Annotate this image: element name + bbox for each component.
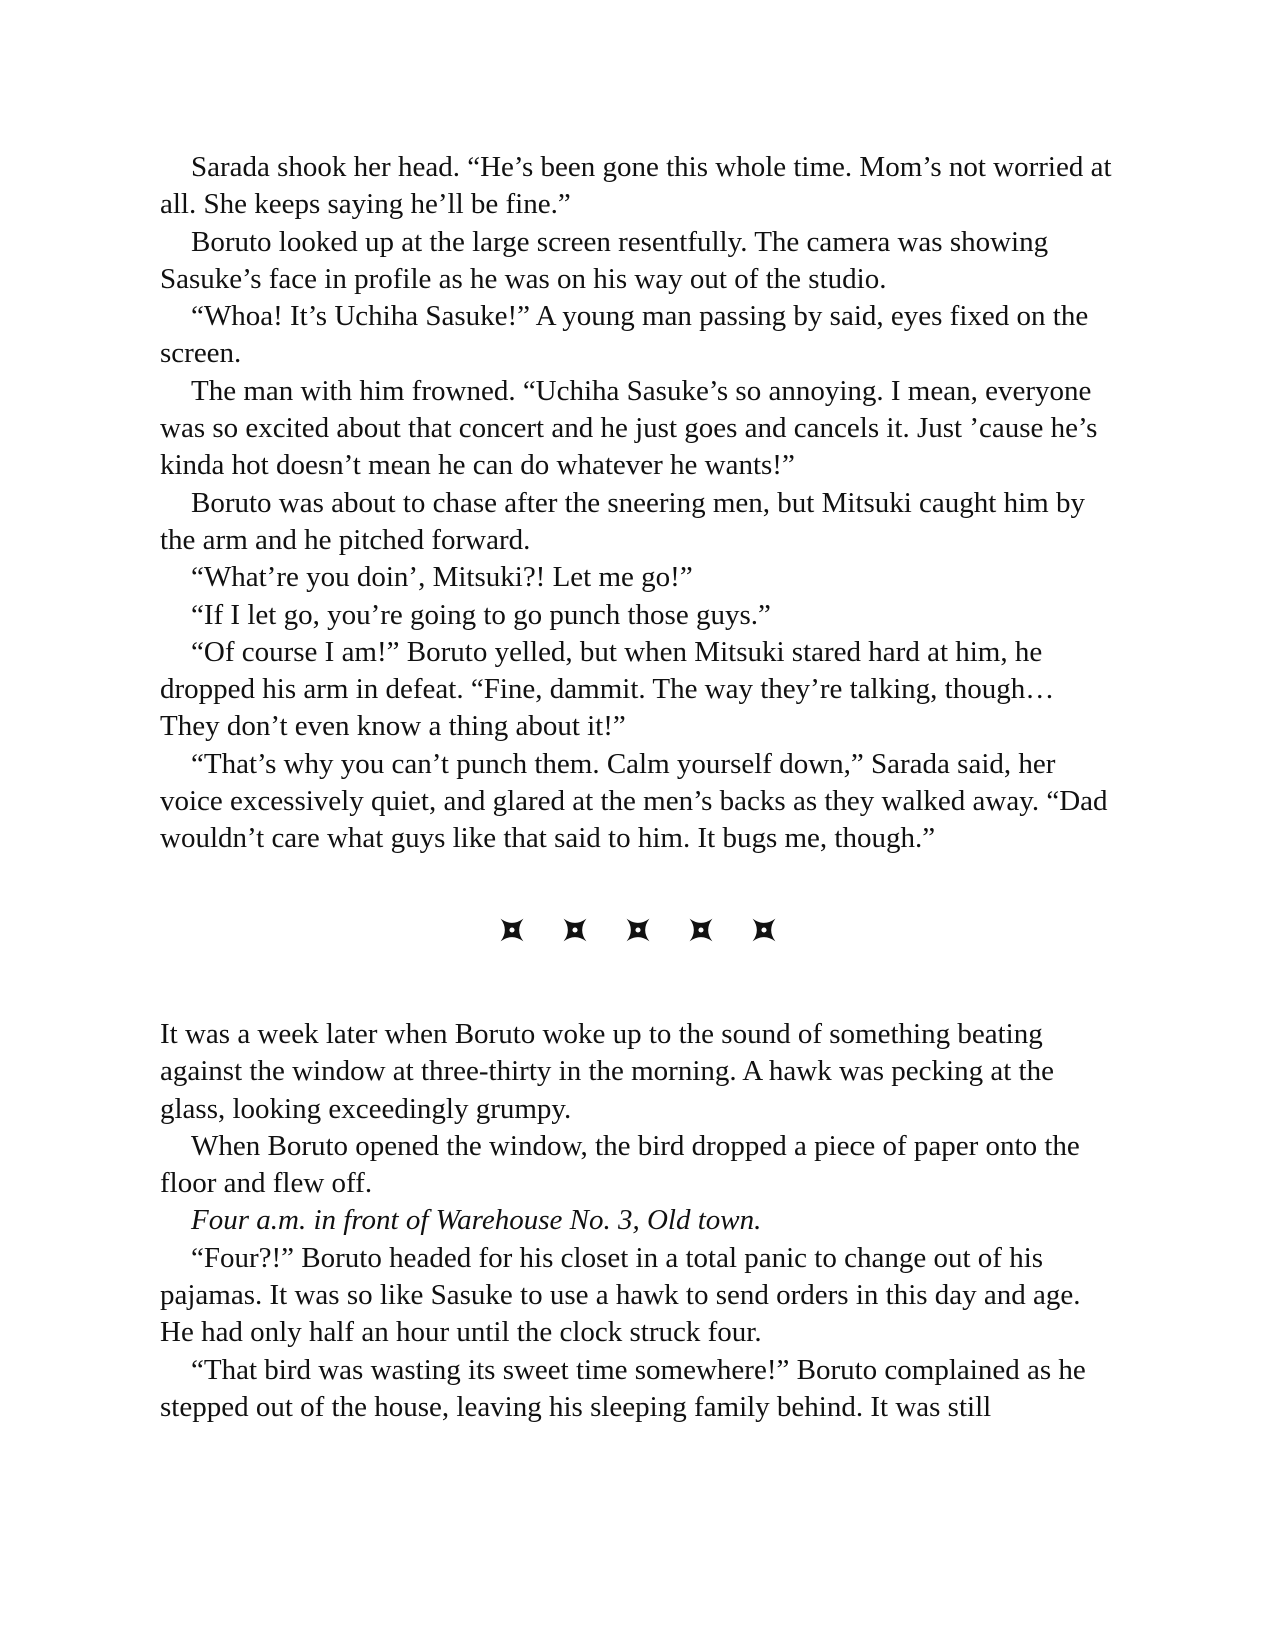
shuriken-icon <box>621 913 655 947</box>
paragraph: “Whoa! It’s Uchiha Sasuke!” A young man passing by said, eyes fixed on the screen. <box>160 300 1089 370</box>
paragraph: “That’s why you can’t punch them. Calm yourself down,” Sarada said, her voice excessively quiet, and glared at the men’s backs as they walked away. “Dad wouldn’t care what guys like that said to him. It bugs me, though.” <box>160 747 1108 855</box>
shuriken-icon <box>558 913 592 947</box>
paragraph: Boruto was about to chase after the sneering men, but Mitsuki caught him by the arm and he pitched forward. <box>160 486 1085 556</box>
shuriken-icon <box>495 913 529 947</box>
paragraph: “If I let go, you’re going to go punch those guys.” <box>191 598 771 631</box>
section-two <box>160 1016 1120 1426</box>
shuriken-icon <box>684 913 718 947</box>
paragraph: It was a week later when Boruto woke up to the sound of something beating against the window at three-thirty in the morning. A hawk was pecking at the glass, looking exceedingly grumpy. <box>160 1018 1054 1125</box>
note-text: Four a.m. in front of Warehouse No. 3, Old town. <box>191 1204 762 1237</box>
paragraph: When Boruto opened the window, the bird dropped a piece of paper onto the floor and flew off. <box>160 1129 1080 1200</box>
paragraph: “What’re you doin’, Mitsuki?! Let me go!” <box>191 561 693 594</box>
paragraph: Boruto looked up at the large screen resentfully. The camera was showing Sasuke’s face in profile as he was on his way out of the studio. <box>160 225 1049 295</box>
shuriken-icon <box>747 913 781 947</box>
paragraph: “That bird was wasting its sweet time somewhere!” Boruto complained as he stepped out of the house, leaving his sleeping family behind. It was still <box>160 1353 1086 1423</box>
paragraph: The man with him frowned. “Uchiha Sasuke’s so annoying. I mean, everyone was so excited about that concert and he just goes and cancels it. Just ’cause he’s kinda hot doesn’t mean he can do whatever he wants!” <box>160 374 1098 482</box>
paragraph: “Four?!” Boruto headed for his closet in a total panic to change out of his pajamas. It was so like Sasuke to use a hawk to send orders in this day and age. He had only half an hour until the clock struck four. <box>160 1241 1081 1349</box>
paragraph: “Of course I am!” Boruto yelled, but when Mitsuki stared hard at him, he dropped his arm in defeat. “Fine, dammit. The way they’re talking, though… They don’t even know a thing about it!” <box>160 635 1055 743</box>
paragraph: Sarada shook her head. “He’s been gone this whole time. Mom’s not worried at all. She keeps saying he’ll be fine.” <box>160 151 1112 221</box>
section-one <box>160 149 1120 858</box>
section-divider <box>0 908 1275 952</box>
